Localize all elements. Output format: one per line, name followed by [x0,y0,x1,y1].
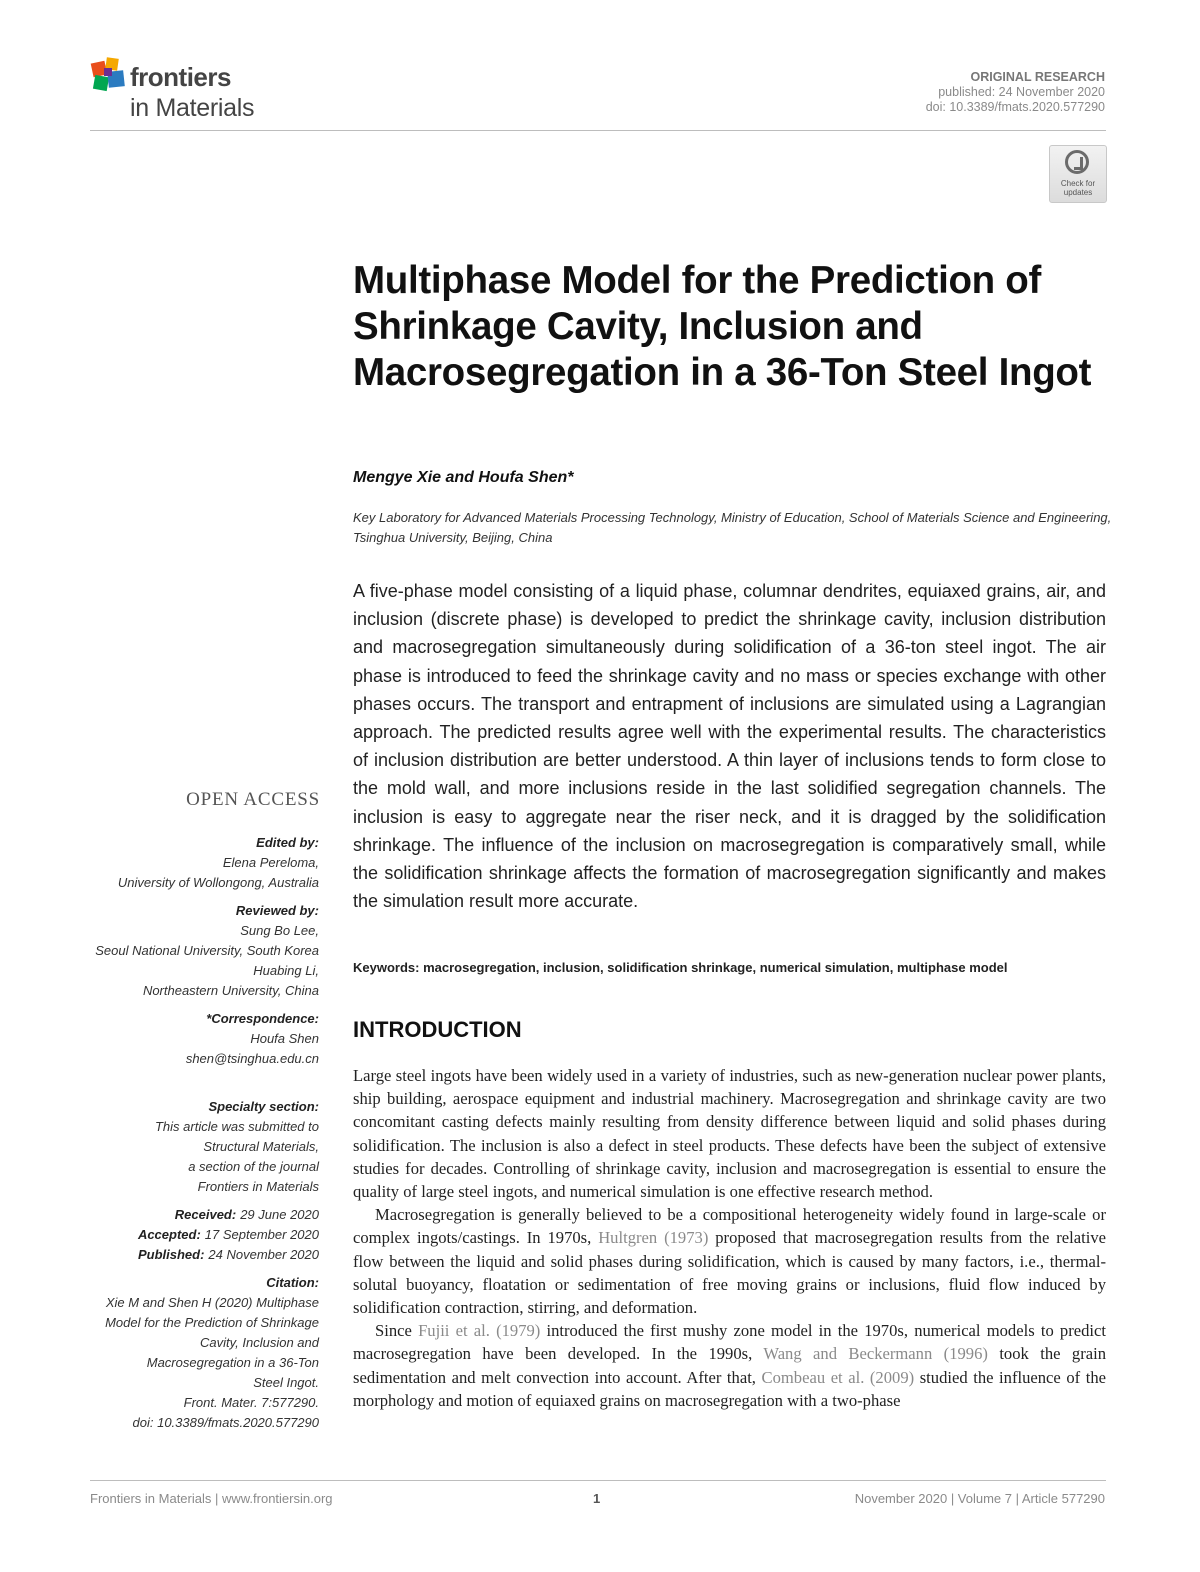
editor-name: Elena Pereloma, [222,855,319,870]
logo-journal-name: in Materials [130,94,255,122]
citation-link[interactable]: Hultgren (1973) [598,1228,709,1248]
specialty-label: Specialty section: [208,1099,319,1114]
correspondent-email[interactable]: shen@tsinghua.edu.cn [185,1051,319,1066]
affiliation: Key Laboratory for Advanced Materials Processing Technology, Ministry of Education, School of Materials Science and Engineering, Tsinghua University, Beijing, China [353,510,1112,545]
published-line [59,1245,319,1265]
citation-link[interactable]: Combeau et al. (2009) [761,1367,915,1387]
received-label: Received: [174,1207,237,1222]
citation-doi[interactable]: doi: 10.3389/fmats.2020.577290 [132,1415,319,1430]
correspondent-name: Houfa Shen [250,1031,319,1046]
check-updates-label: Check for updates [1060,179,1096,197]
logo-wordmark: frontiers [130,62,231,92]
body-text [353,1064,1106,1412]
specialty-line: Structural Materials, [203,1139,319,1154]
citation-line: Macrosegregation in a 36-Ton [146,1355,319,1370]
doi[interactable]: doi: 10.3389/fmats.2020.577290 [925,100,1105,114]
open-access-label: OPEN ACCESS [186,789,320,810]
frontiers-logo-icon [90,56,128,94]
citation-block [59,1273,319,1433]
correspondence-label: *Correspondence: [206,1011,319,1026]
accepted-date: 17 September 2020 [204,1227,319,1242]
accepted-line [59,1225,319,1245]
article-title: Multiphase Model for the Prediction of Shrinkage Cavity, Inclusion and Macrosegregation in a 36-Ton Steel Ingot [353,259,1092,394]
paragraph [353,1203,1106,1319]
keywords: Keywords: macrosegregation, inclusion, solidification shrinkage, numerical simulation, multiphase model [353,960,1008,975]
citation-label: Citation: [266,1275,319,1290]
section-heading: INTRODUCTION [353,1017,522,1042]
text-run: took the grain sedimentation and melt convection into account. After that, [353,1344,1106,1387]
citation-line: Model for the Prediction of Shrinkage [105,1315,319,1330]
paragraph [353,1319,1106,1412]
check-for-updates-button[interactable] [1049,145,1107,203]
reviewed-by-label: Reviewed by: [235,903,319,918]
published-label: Published: [137,1247,205,1262]
page-number: 1 [593,1491,601,1506]
abstract: A five-phase model consisting of a liquid phase, columnar dendrites, equiaxed grains, air, and inclusion (discrete phase) is developed to predict the shrinkage cavity, inclusion distribution and macrosegregation simultaneously during solidification of a 36-ton steel ingot. The air phase is introduced to feed the shrinkage cavity and no mass or species exchange with other phases occurs. The transport and entrapment of inclusions are simulated using a Lagrangian approach. The predicted results agree well with the experimental results. The characteristics of inclusion distribution are better understood. A thin layer of inclusions tends to form close to the mold wall, and more inclusions reside in the last solidified segregation channels. The inclusion is easy to aggregate near the riser neck, and it is dragged by the solidification shrinkage. The influence of the inclusion on macrosegregation is comparatively small, while the solidification shrinkage affects the formation of macrosegregation significantly and makes the simulation result more accurate. [353,581,1106,912]
reviewer-affiliation: Seoul National University, South Korea [95,943,319,958]
article-type: ORIGINAL RESEARCH [970,70,1105,84]
editor-affiliation: University of Wollongong, Australia [117,875,319,890]
reviewer-affiliation: Northeastern University, China [142,983,319,998]
citation-line: Steel Ingot. [253,1375,319,1390]
citation-link[interactable]: Fujii et al. (1979) [418,1321,541,1341]
text-run: Since [375,1321,419,1341]
specialty-line: Frontiers in Materials [197,1179,319,1194]
check-updates-icon [1065,150,1089,174]
correspondence-block [59,1009,319,1069]
citation-line: Xie M and Shen H (2020) Multiphase [105,1295,319,1310]
reviewed-by-block [59,901,319,1001]
text-run: introduced the first mushy zone model in the 1970s, numerical models to predict macrosegregation have been developed. In the 1990s, [353,1321,1107,1364]
accepted-label: Accepted: [137,1227,201,1242]
dates-block [59,1205,319,1265]
authors: Mengye Xie and Houfa Shen* [353,469,574,486]
header-divider [90,130,1106,131]
specialty-line: This article was submitted to [154,1119,319,1134]
article-meta [926,70,1105,115]
received-line [59,1205,319,1225]
footer-issue: November 2020 | Volume 7 | Article 577290 [854,1491,1105,1506]
edited-by-label: Edited by: [256,835,319,850]
citation-line: Front. Mater. 7:577290. [183,1395,319,1410]
journal-logo [90,54,280,122]
citation-line: Cavity, Inclusion and [200,1335,319,1350]
reviewer-name: Sung Bo Lee, [240,923,319,938]
specialty-section-block [59,1097,319,1197]
text-run: proposed that macrosegregation results from the relative flow between the liquid and solid phases during solidification, which is caused by many factors, i.e., thermal-solutal buoyancy, floatation or sedimentation of free moving grains or inclusions, fluid flow induced by solidification contraction, stirring, and deformation. [353,1228,1106,1318]
reviewer-name: Huabing Li, [253,963,319,978]
specialty-line: a section of the journal [188,1159,319,1174]
received-date: 29 June 2020 [240,1207,319,1222]
citation-link[interactable]: Wang and Beckermann (1996) [763,1344,988,1364]
paragraph: Large steel ingots have been widely used in a variety of industries, such as new-generation nuclear power plants, ship building, aerospace equipment and industrial machinery. Macrosegregation and shrinkage cavity are two concomitant casting defects mainly resulting from density difference between liquid and solid phases during solidification. The inclusion is also a defect in steel products. These defects have been the subject of extensive studies for decades. Controlling of shrinkage cavity, inclusion and macrosegregation is essential to ensure the quality of large steel ingots, and numerical simulation is one effective research method. [353,1066,1106,1202]
footer-journal[interactable]: Frontiers in Materials | www.frontiersin.org [90,1491,333,1506]
text-run: studied the influence of the morphology and motion of equiaxed grains on macrosegregation with a two-phase [353,1367,1106,1410]
published-date: 24 November 2020 [208,1247,319,1262]
edited-by-block [59,833,319,893]
text-run: Macrosegregation is generally believed to be a compositional heterogeneity widely found in large-scale or complex ingots/castings. In 1970s, [353,1205,1106,1248]
published-date: published: 24 November 2020 [938,85,1105,99]
footer-divider [90,1480,1106,1481]
